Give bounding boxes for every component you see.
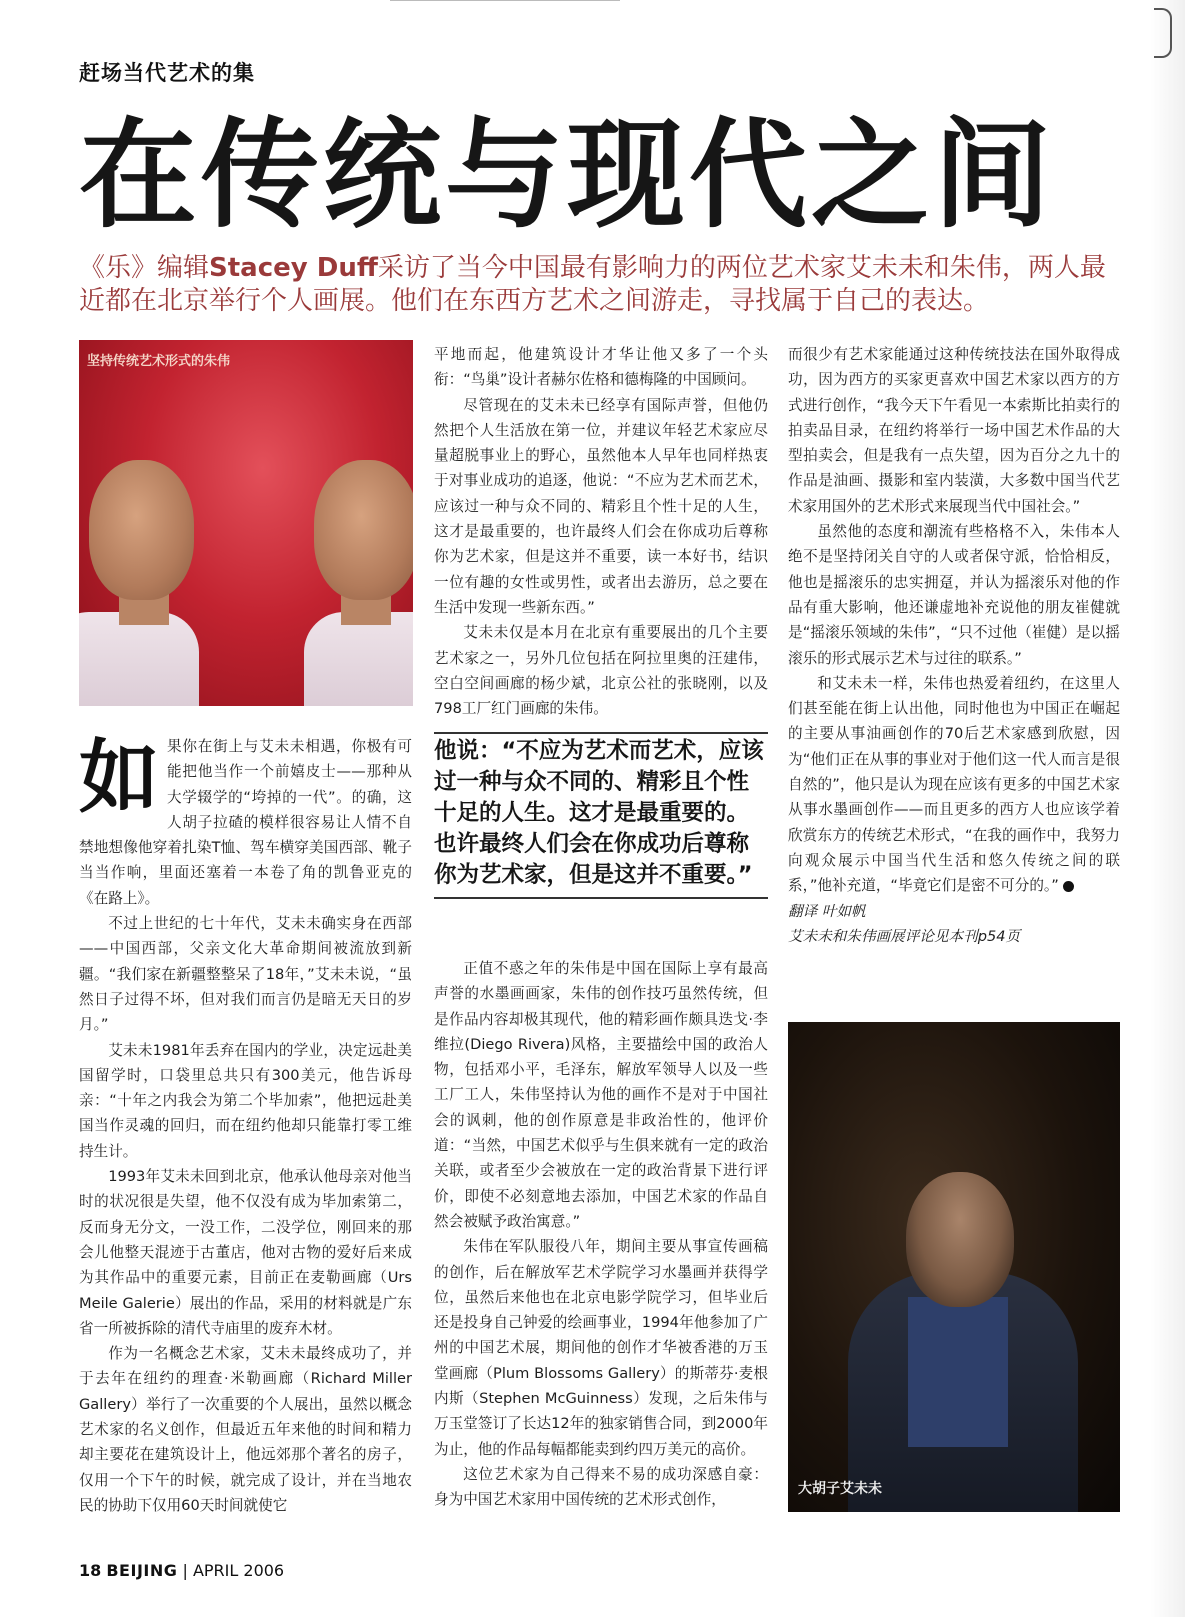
paragraph-text: 和艾未未一样，朱伟也热爱着纽约，在这里人们甚至能在街上认出他，同时他也为中国正在崛起的主要从事油画创作的70后艺术家感到欣慰，因为“他们正在从事的事业对于他们这一代人而言是很自然的”，他只是认为现在应该有更多的中国艺术家从事水墨画创作——而且更多的西方人也应该学着欣赏东方的传统艺术形式，“在我的画作中，我努力向观众展示中国当代生活和悠久传统之间的联系，”他补充道，“毕竟它们是密不可分的。” [788,674,1120,895]
paragraph: 平地而起，他建筑设计才华让他又多了一个头衔：“鸟巢”设计者赫尔佐格和德梅隆的中国顾问。 [434,346,768,389]
pull-quote: 他说：“不应为艺术而艺术，应该过一种与众不同的、精彩且个性十足的人生。这才是最重要的。也许最终人们会在你成功后尊称你为艺术家，但是这并不重要。” [434,732,768,899]
column-3 [788,342,1120,949]
section-kicker: 赶场当代艺术的集 [79,61,255,85]
paragraph: 而很少有艺术家能通过这种传统技法在国外取得成功，因为西方的买家更喜欢中国艺术家以西方的方式进行创作，“我今天下午看见一本索斯比拍卖行的拍卖品目录，在纽约将举行一场中国艺术作品的大型拍卖会，但是我有一点失望，因为百分之九十的作品是油画、摄影和室内装潢，大多数中国当代艺术家用国外的艺术形式来展现当代中国社会。” [788,346,1120,515]
page-number: 18 [79,1561,102,1580]
figure-shirt-right [304,612,413,706]
paragraph: 艾未未1981年丢弃在国内的学业，决定远赴美国留学时，口袋里总共只有300美元，他告诉母亲：“十年之内我会为第二个毕加索”，他把远赴美国当作灵魂的回归，而在纽约他却只能靠打零工维持生计。 [79,1041,412,1160]
paragraph: 尽管现在的艾未未已经享有国际声誉，但他仍然把个人生活放在第一位，并建议年轻艺术家应尽量超脱事业上的野心，虽然他本人早年也同样热衷于对事业成功的追逐，他说：“不应为艺术而艺术，应该过一种与众不同的、精彩且个性十足的人生，这才是最重要的，也许最终人们会在你成功后尊称你为艺术家，但是这并不重要，读一本好书，结识一位有趣的女性或男性，或者出去游历，总之要在生活中发现一些新东西。” [434,396,768,616]
issue-date: APRIL 2006 [192,1561,285,1580]
article-dek [79,252,1119,318]
paragraph [788,671,1120,899]
translator-credit: 翻译 叶如帆 [788,902,866,920]
top-rule [390,0,620,1]
column-2-top [434,342,768,721]
paragraph: 朱伟在军队服役八年，期间主要从事宣传画稿的创作，后在解放军艺术学院学习水墨画并获得学位，虽然后来他也在北京电影学院学习，但毕业后还是投身自己钟爱的绘画事业，1994年他参加了广州的中国艺术展，期间他的创作才华被香港的万玉堂画廊（Plum Blossoms Gallery）的斯蒂芬·麦根内斯（Stephen McGuinness）发现，之后朱伟与万玉堂签订了长达12年的独家销售合同，到2000年为止，他的作品每幅都能卖到约四万美元的高价。 [434,1238,768,1458]
dek-post: 采访了当今中国最有影响力的两位艺术家艾未未和朱伟，两人最近都在北京举行个人画展。他们在东西方艺术之间游走，寻找属于自己的表达。 [79,253,1106,316]
paragraph: 不过上世纪的七十年代，艾未未确实身在西部——中国西部，父亲文化大革命期间被流放到新疆。“我们家在新疆整整呆了18年，”艾未未说，“虽然日子过得不坏，但对我们而言仍是暗无天日的岁月。” [79,915,412,1034]
dek-pre: 《乐》编辑 [79,253,210,283]
folio-separator: | [182,1561,188,1580]
binding-hook [1154,8,1172,58]
dek-author: Stacey Duff [209,253,378,283]
page-folio [79,1561,284,1580]
column-2-bottom [434,956,768,1513]
photo-caption: 大胡子艾未未 [798,1481,882,1497]
photo-ai-weiwei [788,1022,1120,1512]
paragraph: 1993年艾未未回到北京，他承认他母亲对他当时的状况很是失望，他不仅没有成为毕加索第二，反而身无分文，一没工作，二没学位，刚回来的那会儿他整天混迹于古董店，他对古物的爱好后来成为其作品中的重要元素，目前正在麦勒画廊（Urs Meile Galerie）展出的作品，采用的材料就是广东省一所被拆除的清代寺庙里的废弃木材。 [79,1168,412,1337]
photo-zhu-wei [79,340,413,706]
end-mark-icon [1063,881,1074,892]
magazine-name: BEIJING [106,1561,178,1580]
lead-paragraph [79,731,412,911]
column-1 [79,731,412,1518]
figure-shirt [908,1297,1008,1447]
paragraph: 艾未未仅是本月在北京有重要展出的几个主要艺术家之一，另外几位包括在阿拉里奥的汪建伟，空白空间画廊的杨少斌，北京公社的张晓刚，以及798工厂红门画廊的朱伟。 [434,624,768,718]
photo-caption: 坚持传统艺术形式的朱伟 [87,354,231,369]
review-note: 艾未未和朱伟画展评论见本刊p54页 [788,927,1021,945]
figure-shirt-left [79,612,199,706]
paragraph: 作为一名概念艺术家，艾未未最终成功了，并于去年在纽约的理查·米勒画廊（Richard Miller Gallery）举行了一次重要的个人展出，虽然以概念艺术家的名义创作，但最近五年来他的时间和精力却主要花在建筑设计上，他远郊那个著名的房子，仅用一个下午的时候，就完成了设计，并在当地农民的协助下仅用60天时间就使它 [79,1345,412,1514]
figure-head-left [89,460,194,600]
paragraph: 这位艺术家为自己得来不易的成功深感自豪：身为中国艺术家用中国传统的艺术形式创作， [434,1465,768,1509]
article-title: 在传统与现代之间 [79,106,1056,244]
figure-head [906,1172,1014,1307]
paragraph: 正值不惑之年的朱伟是中国在国际上享有最高声誉的水墨画画家，朱伟的创作技巧虽然传统，但是作品内容却极其现代，他的精彩画作颇具迭戈·李维拉(Diego Rivera)风格，主要描绘中国的政治人物，包括邓小平，毛泽东，解放军领导人以及一些工厂工人，朱伟坚持认为他的画作不是对于中国社会的讽刺，他的创作原意是非政治性的，他评价道：“当然，中国艺术似乎与生俱来就有一定的政治关联，或者至少会被放在一定的政治背景下进行评价，即使不必刻意地去添加，中国艺术家的作品自然会被赋予政治寓意。” [434,960,768,1230]
figure-head-right [314,460,413,600]
lead-text: 果你在街上与艾未未相遇，你极有可能把他当作一个前嬉皮士——那种从大学辍学的“垮掉的一代”。的确，这人胡子拉碴的模样很容易让人情不自禁地想像他穿着扎染T恤、驾车横穿美国西部、靴子当当作响，里面还塞着一本卷了角的凯鲁亚克的《在路上》。 [79,738,412,907]
paragraph: 虽然他的态度和潮流有些格格不入，朱伟本人绝不是坚持闭关自守的人或者保守派，恰恰相反，他也是摇滚乐的忠实拥趸，并认为摇滚乐对他的作品有重大影响，他还谦虚地补充说他的朋友崔健就是“摇滚乐领域的朱伟”，“只不过他（崔健）是以摇滚乐的形式展示艺术与过往的联系。” [788,523,1120,667]
drop-cap: 如 [79,731,159,824]
binding-edge [1150,0,1185,1617]
